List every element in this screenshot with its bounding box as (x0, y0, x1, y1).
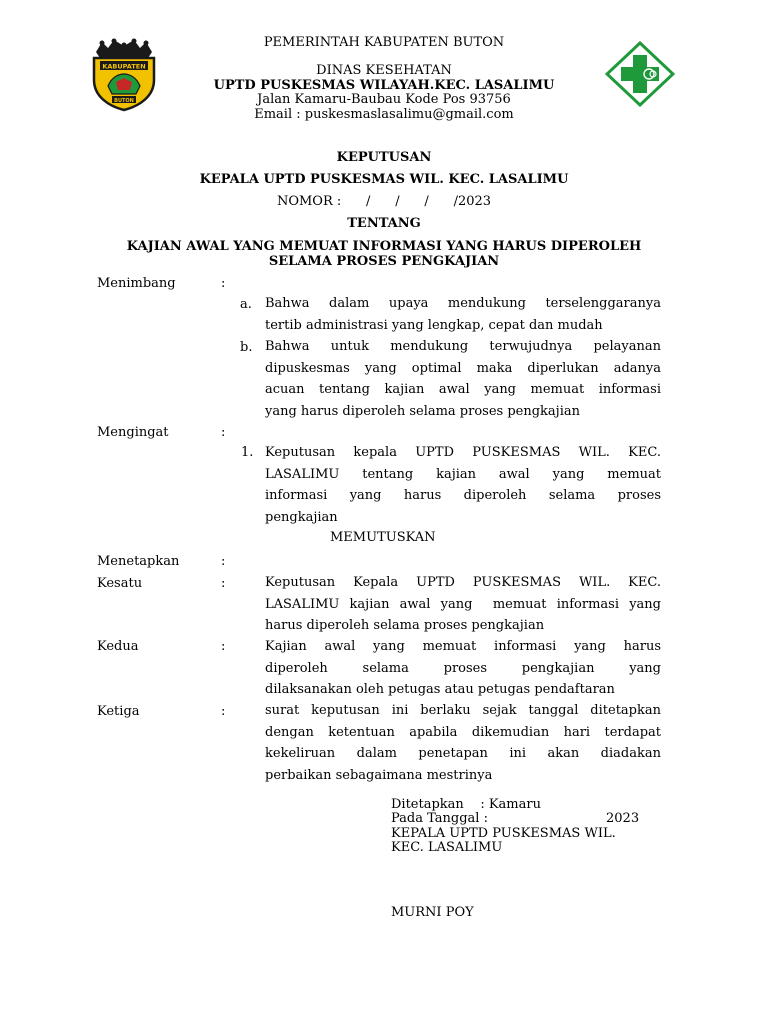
menimbang-colon: : (221, 276, 226, 291)
ketiga-label: Ketiga (97, 704, 140, 719)
signature-jabatan-line1: KEPALA UPTD PUSKESMAS WIL. (391, 826, 616, 841)
title-subject-line1: KAJIAN AWAL YANG MEMUAT INFORMASI YANG HARUS DIPEROLEH (126, 239, 642, 254)
menimbang-label: Menimbang (97, 276, 176, 291)
menimbang-a-marker: a. (240, 297, 252, 312)
menimbang-a-text: Bahwa dalam upaya mendukung terselenggaranya tertib administrasi yang lengkap, cepat dan mudah (265, 296, 661, 333)
mengingat-label: Mengingat (97, 425, 169, 440)
svg-text:BUTON: BUTON (114, 97, 134, 104)
title-keputusan: KEPUTUSAN (336, 150, 432, 165)
title-subject-line2: SELAMA PROSES PENGKAJIAN (268, 254, 500, 269)
title-kepala: KEPALA UPTD PUSKESMAS WIL. KEC. LASALIMU (199, 172, 569, 187)
header-uptd: UPTD PUSKESMAS WILAYAH.KEC. LASALIMU (213, 78, 555, 93)
signature-name: MURNI POY (391, 905, 474, 920)
signature-tanggal-label: Pada Tanggal : (391, 811, 488, 826)
header-address: Jalan Kamaru-Baubau Kode Pos 93756 (257, 92, 511, 107)
mengingat-1-text: Keputusan kepala UPTD PUSKESMAS WIL. KEC. LASALIMU tentang kajian awal yang memuat informasi yang harus diperoleh selama proses pengkajian (265, 445, 661, 525)
ketiga-colon: : (221, 704, 226, 719)
svg-text:KABUPATEN: KABUPATEN (102, 62, 146, 71)
signature-ditetapkan: Ditetapkan : Kamaru (391, 797, 541, 812)
menimbang-b-text: Bahwa untuk mendukung terwujudnya pelayanan dipuskesmas yang optimal maka diperlukan adanya acuan tentang kajian awal yang memuat informasi yang harus diperoleh selama proses pengkajian (265, 339, 661, 419)
mengingat-colon: : (221, 425, 226, 440)
kesatu-label: Kesatu (97, 576, 143, 591)
kesatu-text: Keputusan Kepala UPTD PUSKESMAS WIL. KEC. LASALIMU kajian awal yang memuat informasi yang harus diperoleh selama proses pengkajian (265, 575, 661, 633)
menimbang-b-marker: b. (240, 340, 253, 355)
signature-tanggal-year: 2023 (606, 811, 640, 826)
header-pemerintah: PEMERINTAH KABUPATEN BUTON (263, 35, 505, 50)
header-dinas: DINAS KESEHATAN (316, 63, 452, 78)
mengingat-1-marker: 1. (241, 445, 254, 460)
menetapkan-colon: : (221, 554, 226, 569)
ketiga-text: surat keputusan ini berlaku sejak tanggal ditetapkan dengan ketentuan apabila dikemudian hari terdapat kekeliruan dalam penetapan ini akan diadakan perbaikan sebagaimana mestrinya (265, 703, 661, 783)
title-tentang: TENTANG (347, 216, 421, 231)
kesatu-colon: : (221, 576, 226, 591)
signature-jabatan-line2: KEC. LASALIMU (391, 840, 503, 855)
kedua-text: Kajian awal yang memuat informasi yang harus diperoleh selama proses pengkajian yang dilaksanakan oleh petugas atau petugas pendaftaran (265, 639, 661, 697)
menetapkan-label: Menetapkan (97, 554, 180, 569)
header-email: Email : puskesmaslasalimu@gmail.com (254, 107, 514, 122)
memutuskan-heading: MEMUTUSKAN (330, 530, 436, 545)
kedua-label: Kedua (97, 639, 139, 654)
kedua-colon: : (221, 639, 226, 654)
title-nomor: NOMOR : / / / /2023 (276, 194, 492, 209)
